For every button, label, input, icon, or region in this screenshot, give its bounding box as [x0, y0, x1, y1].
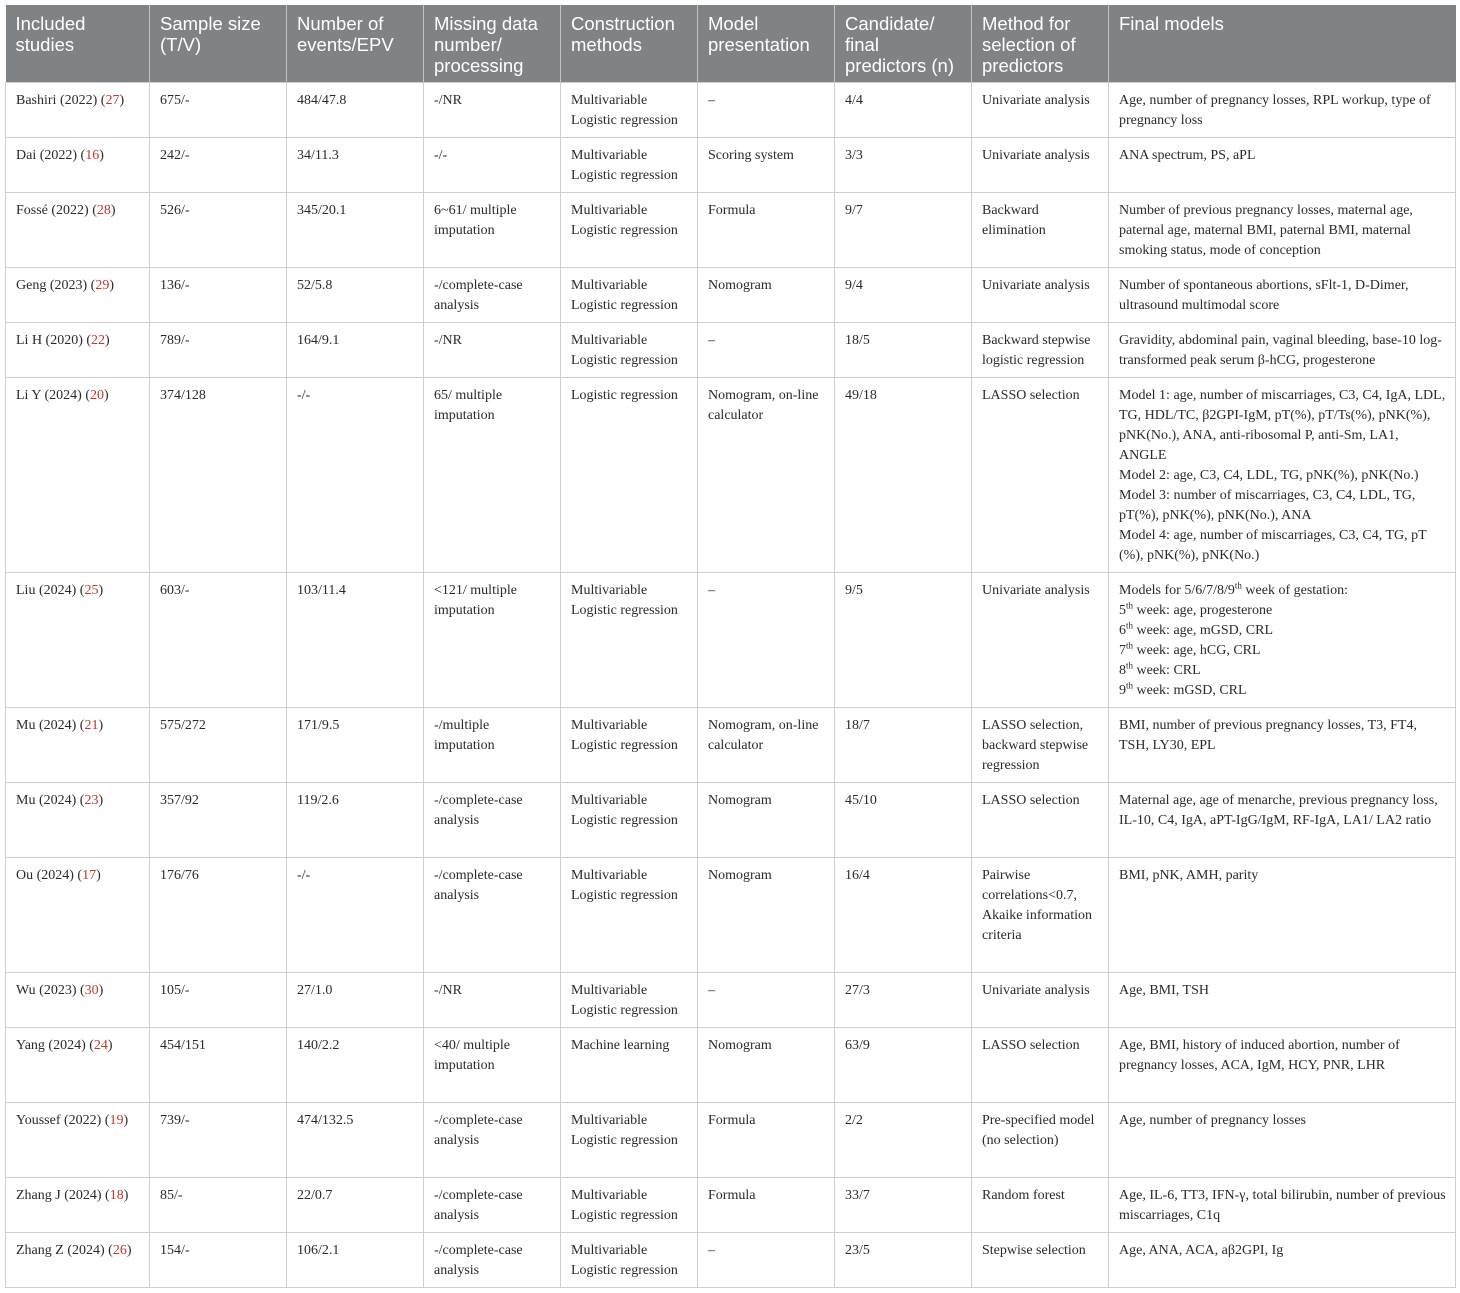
construction-cell: Multivariable Logistic regression [561, 1233, 698, 1288]
study-cell [6, 138, 150, 193]
week-model-line [1119, 621, 1447, 641]
final-model-intro [1119, 581, 1447, 601]
reference-close: ) [119, 93, 125, 108]
final-models-cell [1109, 858, 1456, 973]
reference-link[interactable]: 24 [93, 1038, 108, 1053]
predictors-cell: 18/7 [835, 708, 972, 783]
selection-cell: Backward stepwise logistic regression [972, 323, 1109, 378]
study-cell [6, 858, 150, 973]
reference-link[interactable]: 23 [84, 793, 99, 808]
final-models-cell [1109, 973, 1456, 1028]
week-model-line [1119, 641, 1447, 661]
predictors-cell: 18/5 [835, 323, 972, 378]
study-name: Youssef (2022) ( [16, 1113, 110, 1128]
reference-close: ) [123, 1113, 129, 1128]
week-number: 6 [1119, 623, 1126, 638]
construction-cell: Multivariable Logistic regression [561, 323, 698, 378]
reference-link[interactable]: 28 [96, 203, 111, 218]
header-sample-size: Sample size (T/V) [150, 5, 287, 83]
reference-close: ) [123, 1188, 129, 1203]
week-predictors: week: age, progesterone [1133, 603, 1273, 618]
table-row [6, 138, 1456, 193]
sample-size-cell: 739/- [150, 1103, 287, 1178]
week-predictors: week: CRL [1133, 663, 1201, 678]
final-model-line: Age, BMI, TSH [1119, 983, 1209, 998]
table-row [6, 268, 1456, 323]
final-model-line: BMI, pNK, AMH, parity [1119, 868, 1259, 883]
selection-cell: Univariate analysis [972, 973, 1109, 1028]
reference-link[interactable]: 18 [109, 1188, 124, 1203]
sample-size-cell: 374/128 [150, 378, 287, 573]
reference-close: ) [126, 1243, 132, 1258]
sample-size-cell: 136/- [150, 268, 287, 323]
study-name: Li Y (2024) ( [16, 388, 90, 403]
presentation-cell: Formula [698, 193, 835, 268]
final-models-cell [1109, 83, 1456, 138]
ordinal-suffix: th [1234, 580, 1242, 591]
study-name: Zhang Z (2024) ( [16, 1243, 113, 1258]
study-cell [6, 573, 150, 708]
sample-size-cell: 675/- [150, 83, 287, 138]
studies-table [5, 5, 1456, 1288]
events-cell: 119/2.6 [287, 783, 424, 858]
intro-text: Models for 5/6/7/8/9 [1119, 583, 1235, 598]
study-cell [6, 193, 150, 268]
final-models-cell [1109, 323, 1456, 378]
ordinal-suffix: th [1126, 660, 1134, 671]
reference-link[interactable]: 21 [84, 718, 99, 733]
table-body [6, 83, 1456, 1288]
table-row [6, 1233, 1456, 1288]
construction-cell: Logistic regression [561, 378, 698, 573]
selection-cell: Univariate analysis [972, 83, 1109, 138]
construction-cell: Multivariable Logistic regression [561, 973, 698, 1028]
presentation-cell: Nomogram, on-line calculator [698, 378, 835, 573]
reference-close: ) [98, 983, 104, 998]
sample-size-cell: 454/151 [150, 1028, 287, 1103]
table-row [6, 83, 1456, 138]
intro-text-end: week of gestation: [1241, 583, 1349, 598]
presentation-cell: Nomogram, on-line calculator [698, 708, 835, 783]
predictors-cell: 4/4 [835, 83, 972, 138]
presentation-cell: Nomogram [698, 783, 835, 858]
sample-size-cell: 176/76 [150, 858, 287, 973]
header-row [6, 5, 1456, 83]
header-predictors: Candidate/ final predictors (n) [835, 5, 972, 83]
predictors-cell: 45/10 [835, 783, 972, 858]
header-included-studies: Included studies [6, 5, 150, 83]
week-number: 8 [1119, 663, 1126, 678]
week-model-line [1119, 681, 1447, 701]
final-model-line: Age, BMI, history of induced abortion, number of pregnancy losses, ACA, IgM, HCY, PNR, LHR [1119, 1038, 1400, 1073]
sample-size-cell: 603/- [150, 573, 287, 708]
study-cell [6, 973, 150, 1028]
final-model-line: Age, number of pregnancy losses, RPL workup, type of pregnancy loss [1119, 93, 1431, 128]
table-container [5, 5, 1455, 1288]
reference-link[interactable]: 27 [105, 93, 120, 108]
selection-cell: Pre-specified model (no selection) [972, 1103, 1109, 1178]
ordinal-suffix: th [1126, 600, 1134, 611]
sample-size-cell: 789/- [150, 323, 287, 378]
events-cell: -/- [287, 378, 424, 573]
reference-link[interactable]: 30 [84, 983, 99, 998]
reference-link[interactable]: 29 [95, 278, 110, 293]
table-row [6, 783, 1456, 858]
sample-size-cell: 575/272 [150, 708, 287, 783]
table-row [6, 973, 1456, 1028]
study-name: Bashiri (2022) ( [16, 93, 106, 108]
study-name: Mu (2024) ( [16, 793, 85, 808]
final-models-cell [1109, 268, 1456, 323]
construction-cell: Multivariable Logistic regression [561, 1178, 698, 1233]
study-cell [6, 1103, 150, 1178]
construction-cell: Multivariable Logistic regression [561, 858, 698, 973]
events-cell: 34/11.3 [287, 138, 424, 193]
reference-close: ) [98, 718, 104, 733]
reference-close: ) [104, 388, 109, 403]
study-name: Ou (2024) ( [16, 868, 83, 883]
presentation-cell: – [698, 323, 835, 378]
header-final-models: Final models [1109, 5, 1456, 83]
table-row [6, 1103, 1456, 1178]
study-cell [6, 323, 150, 378]
week-predictors: week: mGSD, CRL [1133, 683, 1247, 698]
study-cell [6, 783, 150, 858]
predictors-cell: 49/18 [835, 378, 972, 573]
sample-size-cell: 242/- [150, 138, 287, 193]
study-cell [6, 1178, 150, 1233]
presentation-cell: – [698, 973, 835, 1028]
final-models-cell [1109, 378, 1456, 573]
events-cell: 52/5.8 [287, 268, 424, 323]
selection-cell: Backward elimination [972, 193, 1109, 268]
construction-cell: Machine learning [561, 1028, 698, 1103]
week-predictors: week: age, hCG, CRL [1133, 643, 1261, 658]
selection-cell: Random forest [972, 1178, 1109, 1233]
selection-cell: LASSO selection, backward stepwise regression [972, 708, 1109, 783]
reference-link[interactable]: 19 [109, 1113, 124, 1128]
reference-close: ) [96, 868, 101, 883]
missing-data-cell: 6~61/ multiple imputation [424, 193, 561, 268]
selection-cell: Univariate analysis [972, 573, 1109, 708]
study-name: Geng (2023) ( [16, 278, 96, 293]
study-cell [6, 1028, 150, 1103]
table-row [6, 323, 1456, 378]
header-selection-method: Method for selection of predictors [972, 5, 1109, 83]
week-number: 7 [1119, 643, 1126, 658]
presentation-cell: – [698, 573, 835, 708]
missing-data-cell: <121/ multiple imputation [424, 573, 561, 708]
ordinal-suffix: th [1126, 680, 1134, 691]
construction-cell: Multivariable Logistic regression [561, 573, 698, 708]
predictors-cell: 63/9 [835, 1028, 972, 1103]
sample-size-cell: 154/- [150, 1233, 287, 1288]
table-row [6, 1028, 1456, 1103]
reference-close: ) [98, 793, 104, 808]
final-model-line: Gravidity, abdominal pain, vaginal bleeding, base-10 log-transformed peak serum β-hCG, progesterone [1119, 333, 1442, 368]
selection-cell: Univariate analysis [972, 268, 1109, 323]
final-models-cell [1109, 1028, 1456, 1103]
table-row [6, 708, 1456, 783]
week-predictors: week: age, mGSD, CRL [1133, 623, 1273, 638]
missing-data-cell: -/complete-case analysis [424, 783, 561, 858]
reference-link[interactable]: 25 [84, 583, 99, 598]
missing-data-cell: -/complete-case analysis [424, 1233, 561, 1288]
ordinal-suffix: th [1126, 620, 1134, 631]
events-cell: 171/9.5 [287, 708, 424, 783]
study-name: Fossé (2022) ( [16, 203, 97, 218]
study-cell [6, 268, 150, 323]
week-number: 5 [1119, 603, 1126, 618]
ordinal-suffix: th [1126, 640, 1134, 651]
final-models-cell [1109, 783, 1456, 858]
sample-size-cell: 357/92 [150, 783, 287, 858]
events-cell: 484/47.8 [287, 83, 424, 138]
presentation-cell: Nomogram [698, 268, 835, 323]
missing-data-cell: -/NR [424, 323, 561, 378]
final-model-line: BMI, number of previous pregnancy losses, T3, FT4, TSH, LY30, EPL [1119, 718, 1417, 753]
study-name: Yang (2024) ( [16, 1038, 94, 1053]
header-events-epv: Number of events/EPV [287, 5, 424, 83]
missing-data-cell: -/- [424, 138, 561, 193]
predictors-cell: 16/4 [835, 858, 972, 973]
header-construction-methods: Construction methods [561, 5, 698, 83]
final-models-cell [1109, 573, 1456, 708]
predictors-cell: 9/7 [835, 193, 972, 268]
final-model-line: Age, ANA, ACA, aβ2GPI, Ig [1119, 1243, 1284, 1258]
table-row [6, 858, 1456, 973]
events-cell: 345/20.1 [287, 193, 424, 268]
reference-link[interactable]: 17 [82, 868, 97, 883]
predictors-cell: 23/5 [835, 1233, 972, 1288]
selection-cell: LASSO selection [972, 1028, 1109, 1103]
reference-link[interactable]: 22 [91, 333, 106, 348]
study-cell [6, 1233, 150, 1288]
presentation-cell: – [698, 83, 835, 138]
presentation-cell: Formula [698, 1178, 835, 1233]
final-model-line: Model 1: age, number of miscarriages, C3, C4, IgA, LDL, TG, HDL/TC, β2GPI-IgM, pT(%), pT/Ts(%), pNK(%), pNK(No.), ANA, anti-ribosomal P, anti-Sm, LA1, ANGLE [1119, 388, 1446, 463]
construction-cell: Multivariable Logistic regression [561, 708, 698, 783]
final-model-line: Number of previous pregnancy losses, maternal age, paternal age, maternal BMI, paternal BMI, maternal smoking status, mode of conception [1119, 203, 1413, 258]
study-name: Zhang J (2024) ( [16, 1188, 110, 1203]
table-row [6, 573, 1456, 708]
study-cell [6, 378, 150, 573]
construction-cell: Multivariable Logistic regression [561, 268, 698, 323]
reference-close: ) [107, 1038, 113, 1053]
predictors-cell: 2/2 [835, 1103, 972, 1178]
reference-link[interactable]: 16 [85, 148, 100, 163]
reference-close: ) [109, 278, 114, 293]
construction-cell: Multivariable Logistic regression [561, 1103, 698, 1178]
selection-cell: LASSO selection [972, 378, 1109, 573]
final-models-cell [1109, 138, 1456, 193]
events-cell: 140/2.2 [287, 1028, 424, 1103]
predictors-cell: 9/5 [835, 573, 972, 708]
reference-close: ) [98, 583, 104, 598]
reference-close: ) [110, 203, 116, 218]
construction-cell: Multivariable Logistic regression [561, 783, 698, 858]
missing-data-cell: -/complete-case analysis [424, 858, 561, 973]
sample-size-cell: 105/- [150, 973, 287, 1028]
sample-size-cell: 526/- [150, 193, 287, 268]
events-cell: 106/2.1 [287, 1233, 424, 1288]
events-cell: 474/132.5 [287, 1103, 424, 1178]
presentation-cell: Formula [698, 1103, 835, 1178]
table-row [6, 378, 1456, 573]
table-row [6, 1178, 1456, 1233]
week-number: 9 [1119, 683, 1126, 698]
presentation-cell: Scoring system [698, 138, 835, 193]
final-models-cell [1109, 1103, 1456, 1178]
presentation-cell: Nomogram [698, 1028, 835, 1103]
final-models-cell [1109, 1233, 1456, 1288]
predictors-cell: 27/3 [835, 973, 972, 1028]
study-name: Liu (2024) ( [16, 583, 85, 598]
events-cell: 22/0.7 [287, 1178, 424, 1233]
final-models-cell [1109, 1178, 1456, 1233]
construction-cell: Multivariable Logistic regression [561, 193, 698, 268]
selection-cell: Stepwise selection [972, 1233, 1109, 1288]
final-model-line: Maternal age, age of menarche, previous pregnancy loss, IL-10, C4, IgA, aPT-IgG/IgM, RF-IgA, LA1/ LA2 ratio [1119, 793, 1438, 828]
reference-link[interactable]: 20 [90, 388, 104, 403]
events-cell: 27/1.0 [287, 973, 424, 1028]
header-model-presentation: Model presentation [698, 5, 835, 83]
study-name: Wu (2023) ( [16, 983, 85, 998]
missing-data-cell: -/NR [424, 973, 561, 1028]
selection-cell: LASSO selection [972, 783, 1109, 858]
reference-close: ) [105, 333, 110, 348]
selection-cell: Univariate analysis [972, 138, 1109, 193]
study-name: Mu (2024) ( [16, 718, 85, 733]
study-name: Li H (2020) ( [16, 333, 92, 348]
final-models-cell [1109, 193, 1456, 268]
events-cell: 164/9.1 [287, 323, 424, 378]
reference-link[interactable]: 26 [112, 1243, 127, 1258]
week-model-line [1119, 601, 1447, 621]
presentation-cell: Nomogram [698, 858, 835, 973]
final-model-line: Number of spontaneous abortions, sFlt-1, D-Dimer, ultrasound multimodal score [1119, 278, 1409, 313]
final-model-line: ANA spectrum, PS, aPL [1119, 148, 1256, 163]
missing-data-cell: -/NR [424, 83, 561, 138]
predictors-cell: 3/3 [835, 138, 972, 193]
missing-data-cell: <40/ multiple imputation [424, 1028, 561, 1103]
events-cell: 103/11.4 [287, 573, 424, 708]
construction-cell: Multivariable Logistic regression [561, 138, 698, 193]
study-cell [6, 83, 150, 138]
reference-close: ) [99, 148, 104, 163]
predictors-cell: 33/7 [835, 1178, 972, 1233]
missing-data-cell: -/complete-case analysis [424, 1178, 561, 1233]
missing-data-cell: -/complete-case analysis [424, 268, 561, 323]
final-model-line: Model 4: age, number of miscarriages, C3, C4, TG, pT (%), pNK(%), pNK(No.) [1119, 528, 1427, 563]
table-row [6, 193, 1456, 268]
final-model-line: Age, IL-6, TT3, IFN-γ, total bilirubin, number of previous miscarriages, C1q [1119, 1188, 1446, 1223]
final-model-line: Age, number of pregnancy losses [1119, 1113, 1307, 1128]
construction-cell: Multivariable Logistic regression [561, 83, 698, 138]
study-name: Dai (2022) ( [16, 148, 86, 163]
missing-data-cell: 65/ multiple imputation [424, 378, 561, 573]
presentation-cell: – [698, 1233, 835, 1288]
week-model-line [1119, 661, 1447, 681]
predictors-cell: 9/4 [835, 268, 972, 323]
header-missing-data: Missing data number/ processing [424, 5, 561, 83]
final-models-cell [1109, 708, 1456, 783]
study-cell [6, 708, 150, 783]
missing-data-cell: -/multiple imputation [424, 708, 561, 783]
missing-data-cell: -/complete-case analysis [424, 1103, 561, 1178]
final-model-line: Model 2: age, C3, C4, LDL, TG, pNK(%), pNK(No.) [1119, 468, 1419, 483]
selection-cell: Pairwise correlations<0.7, Akaike information criteria [972, 858, 1109, 973]
final-model-line: Model 3: number of miscarriages, C3, C4, LDL, TG, pT(%), pNK(%), pNK(No.), ANA [1119, 488, 1416, 523]
sample-size-cell: 85/- [150, 1178, 287, 1233]
events-cell: -/- [287, 858, 424, 973]
